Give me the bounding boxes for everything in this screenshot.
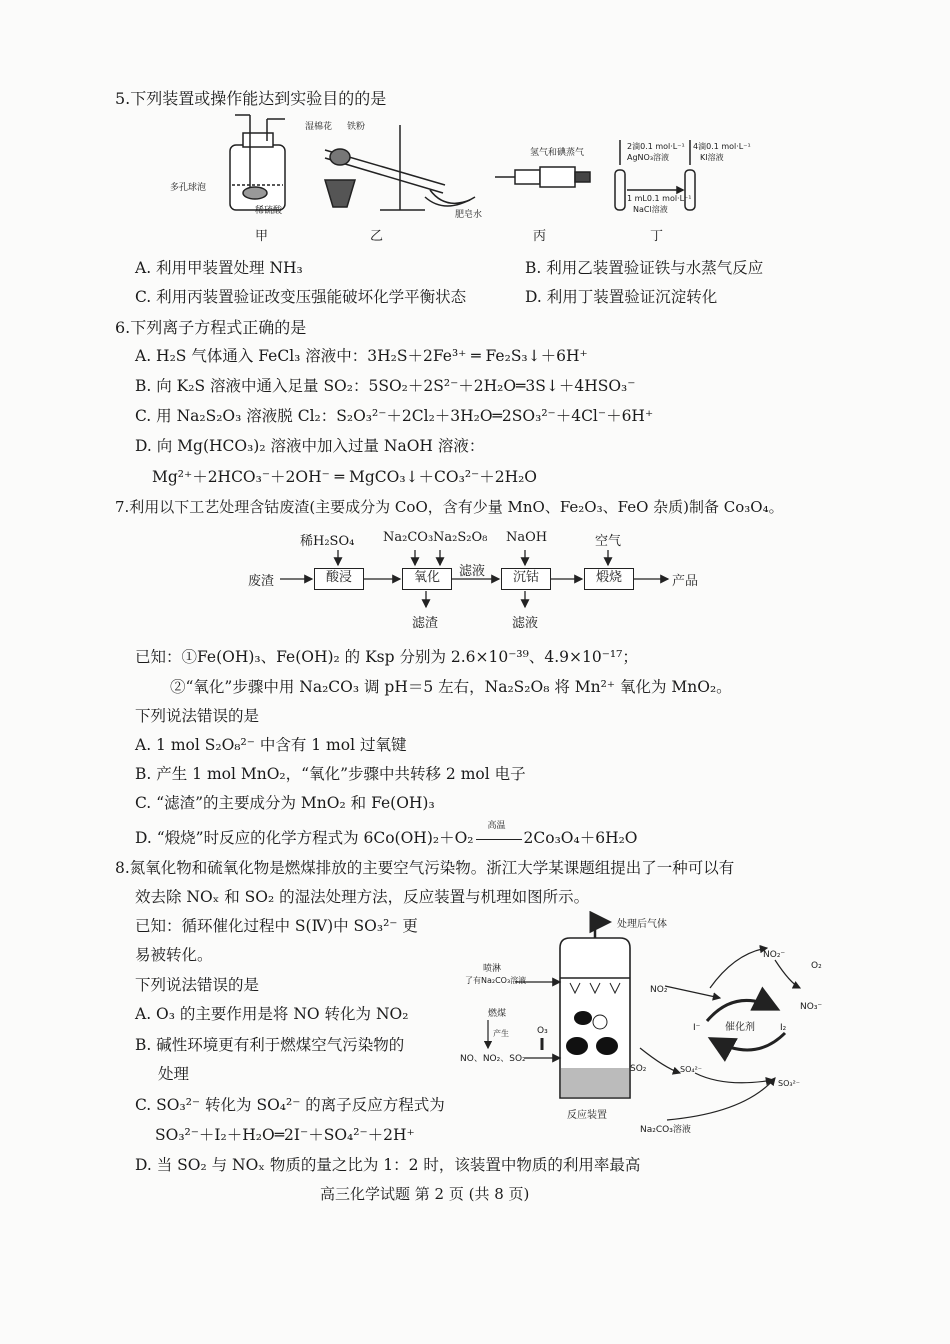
q8-known-2: 易被转化。 bbox=[135, 946, 213, 964]
label-agno3-2: AgNO₃溶液 bbox=[627, 153, 670, 162]
fig-no2-minus: NO₂⁻ bbox=[763, 950, 786, 960]
q8-option-c-1: C. SO₃²⁻ 转化为 SO₄²⁻ 的离子反应方程式为 bbox=[135, 1096, 445, 1114]
q5-option-c: C. 利用丙装置验证改变压强能破坏化学平衡状态 bbox=[135, 288, 467, 306]
fig-iodide: I⁻ bbox=[693, 1023, 701, 1033]
q7-option-d-lhs: D. “煅烧”时反应的化学方程式为 6Co(OH)₂＋O₂ bbox=[135, 829, 474, 847]
q6-option-b: B. 向 K₂S 溶液中通入足量 SO₂：5SO₂＋2S²⁻＋2H₂O═3S↓＋4HSO₃⁻ bbox=[135, 377, 636, 395]
flow-arrows bbox=[270, 545, 680, 615]
q6-option-c: C. 用 Na₂S₂O₃ 溶液脱 Cl₂：S₂O₃²⁻＋2Cl₂＋3H₂O═2SO₃²⁻＋4Cl⁻＋6H⁺ bbox=[135, 407, 654, 425]
label-porous-bulb: 多孔球泡 bbox=[170, 183, 207, 193]
flow-step-precipitate: 沉钴 bbox=[501, 568, 551, 590]
label-bing: 丙 bbox=[533, 229, 547, 244]
label-iron-powder: 铁粉 bbox=[347, 122, 366, 132]
q6-option-d: D. 向 Mg(HCO₃)₂ 溶液中加入过量 NaOH 溶液： bbox=[135, 437, 485, 455]
flow-filtrate-mid: 滤液 bbox=[459, 564, 486, 579]
reactor-liquid bbox=[561, 1068, 629, 1097]
q8-option-c-2: SO₃²⁻＋I₂＋H₂O═2I⁻＋SO₄²⁻＋2H⁺ bbox=[155, 1126, 415, 1144]
flow-input: 废渣 bbox=[248, 574, 275, 589]
label-jia: 甲 bbox=[255, 229, 269, 244]
q5-option-b: B. 利用乙装置验证铁与水蒸气反应 bbox=[525, 259, 764, 277]
flow-residue: 滤渣 bbox=[412, 616, 439, 631]
page-footer: 高三化学试题 第 2 页 (共 8 页) bbox=[320, 1185, 530, 1203]
q8-known-1: 已知：循环催化过程中 S(Ⅳ)中 SO₃²⁻ 更 bbox=[135, 917, 418, 935]
q7-option-d-condition bbox=[474, 821, 524, 847]
q7-stem: 7.利用以下工艺处理含钴废渣(主要成分为 CoO，含有少量 MnO、Fe₂O₃、FeO 杂质)制备 Co₃O₄。 bbox=[115, 498, 784, 516]
fig-iodine: I₂ bbox=[780, 1023, 787, 1033]
fig-na2co3: Na₂CO₃溶液 bbox=[640, 1125, 691, 1135]
fig-exhaust: 处理后气体 bbox=[617, 919, 667, 930]
flow-reagent-acid: 稀H₂SO₄ bbox=[300, 534, 355, 549]
q6-stem: 6.下列离子方程式正确的是 bbox=[115, 318, 307, 337]
q7-known-1: 已知：①Fe(OH)₃、Fe(OH)₂ 的 Ksp 分别为 2.6×10⁻³⁹、4.9×10⁻¹⁷； bbox=[135, 648, 638, 666]
label-soap-water: 肥皂水 bbox=[455, 210, 483, 220]
q7-ask: 下列说法错误的是 bbox=[135, 707, 260, 725]
label-wet-cotton: 湿棉花 bbox=[305, 122, 333, 132]
fig-so2: SO₂ bbox=[630, 1064, 647, 1074]
label-syringe-gas: 氢气和碘蒸气 bbox=[530, 148, 585, 158]
q8-option-a: A. O₃ 的主要作用是将 NO 转化为 NO₂ bbox=[135, 1005, 409, 1023]
flow-step-oxidize: 氧化 bbox=[402, 568, 452, 590]
fig-o3: O₃ bbox=[537, 1026, 548, 1036]
fig-o2: O₂ bbox=[811, 961, 822, 971]
q7-option-d-rhs: 2Co₃O₄＋6H₂O bbox=[523, 829, 638, 847]
apparatus-jia bbox=[230, 115, 285, 210]
q7-option-d-cond-text: 高温 bbox=[487, 821, 506, 831]
flow-product: 产品 bbox=[672, 574, 699, 589]
q8-reactor-figure bbox=[455, 908, 830, 1140]
label-ki: 4滴0.1 mol·L⁻¹ bbox=[693, 142, 751, 151]
fig-gases: NO、NO₂、SO₂ bbox=[460, 1054, 526, 1064]
q5-option-a: A. 利用甲装置处理 NH₃ bbox=[135, 259, 303, 277]
fig-no2-in: NO₂ bbox=[650, 985, 668, 995]
fig-no3: NO₃⁻ bbox=[800, 1002, 823, 1012]
fig-spray: 喷淋 bbox=[483, 964, 502, 974]
fig-reactor-label: 反应装置 bbox=[567, 1110, 607, 1121]
q6-option-a: A. H₂S 气体通入 FeCl₃ 溶液中：3H₂S＋2Fe³⁺ ═ Fe₂S₃↓＋6H⁺ bbox=[135, 347, 588, 365]
label-dilute-acid: 稀硫酸 bbox=[255, 206, 283, 216]
q7-option-d bbox=[135, 821, 638, 848]
label-nacl-2: NaCl溶液 bbox=[633, 205, 668, 214]
flow-step-calcine: 煅烧 bbox=[584, 568, 634, 590]
fig-produce: 产生 bbox=[493, 1029, 509, 1038]
q6-option-d-equation: Mg²⁺＋2HCO₃⁻＋2OH⁻ ═ MgCO₃↓＋CO₃²⁻＋2H₂O bbox=[152, 468, 538, 486]
flow-reagent-na2co3: Na₂CO₃ bbox=[383, 530, 434, 545]
label-nacl: 1 mL0.1 mol·L⁻¹ bbox=[627, 194, 692, 203]
q8-option-b-1: B. 碱性环境更有利于燃煤空气污染物的 bbox=[135, 1036, 405, 1054]
label-agno3: 2滴0.1 mol·L⁻¹ bbox=[627, 142, 685, 151]
flow-reagent-na2s2o8: Na₂S₂O₈ bbox=[433, 530, 488, 545]
fig-so4: SO₄²⁻ bbox=[680, 1065, 703, 1074]
label-ki-2: KI溶液 bbox=[700, 153, 724, 162]
q5-option-d: D. 利用丁装置验证沉淀转化 bbox=[525, 288, 718, 306]
flow-filtrate-out: 滤液 bbox=[512, 616, 539, 631]
fig-so3: SO₃²⁻ bbox=[778, 1079, 801, 1088]
q8-stem-2: 效去除 NOₓ 和 SO₂ 的湿法处理方法，反应装置与机理如图所示。 bbox=[135, 888, 590, 906]
apparatus-bing bbox=[495, 167, 590, 187]
fig-coal: 燃煤 bbox=[488, 1009, 507, 1019]
q7-option-c: C. “滤渣”的主要成分为 MnO₂ 和 Fe(OH)₃ bbox=[135, 794, 435, 812]
label-ding: 丁 bbox=[650, 229, 664, 244]
q8-option-d: D. 当 SO₂ 与 NOₓ 物质的量之比为 1：2 时，该装置中物质的利用率最高 bbox=[135, 1156, 641, 1174]
q5-stem: 5.下列装置或操作能达到实验目的的是 bbox=[115, 89, 387, 108]
apparatus-yi bbox=[325, 125, 475, 210]
q7-option-a: A. 1 mol S₂O₈²⁻ 中含有 1 mol 过氧键 bbox=[135, 736, 407, 754]
q5-apparatus-figure bbox=[170, 115, 775, 250]
label-yi: 乙 bbox=[370, 229, 384, 244]
q8-ask: 下列说法错误的是 bbox=[135, 976, 260, 994]
exhaust-arrow bbox=[595, 922, 607, 938]
q7-known-2: ②“氧化”步骤中用 Na₂CO₃ 调 pH＝5 左右，Na₂S₂O₈ 将 Mn²⁺ 氧化为 MnO₂。 bbox=[170, 678, 732, 696]
q8-stem-1: 8.氮氧化物和硫氧化物是燃煤排放的主要空气污染物。浙江大学某课题组提出了一种可以有 bbox=[115, 859, 735, 877]
flow-step-leach: 酸浸 bbox=[314, 568, 364, 590]
flow-reagent-air: 空气 bbox=[595, 534, 622, 549]
flow-reagent-naoh: NaOH bbox=[506, 530, 548, 545]
q8-option-b-2: 处理 bbox=[158, 1065, 190, 1083]
q7-option-b: B. 产生 1 mol MnO₂，“氧化”步骤中共转移 2 mol 电子 bbox=[135, 765, 526, 783]
fig-spray-2: 了有Na₂CO₃溶液 bbox=[465, 976, 527, 985]
fig-catalyst: 催化剂 bbox=[725, 1022, 755, 1033]
